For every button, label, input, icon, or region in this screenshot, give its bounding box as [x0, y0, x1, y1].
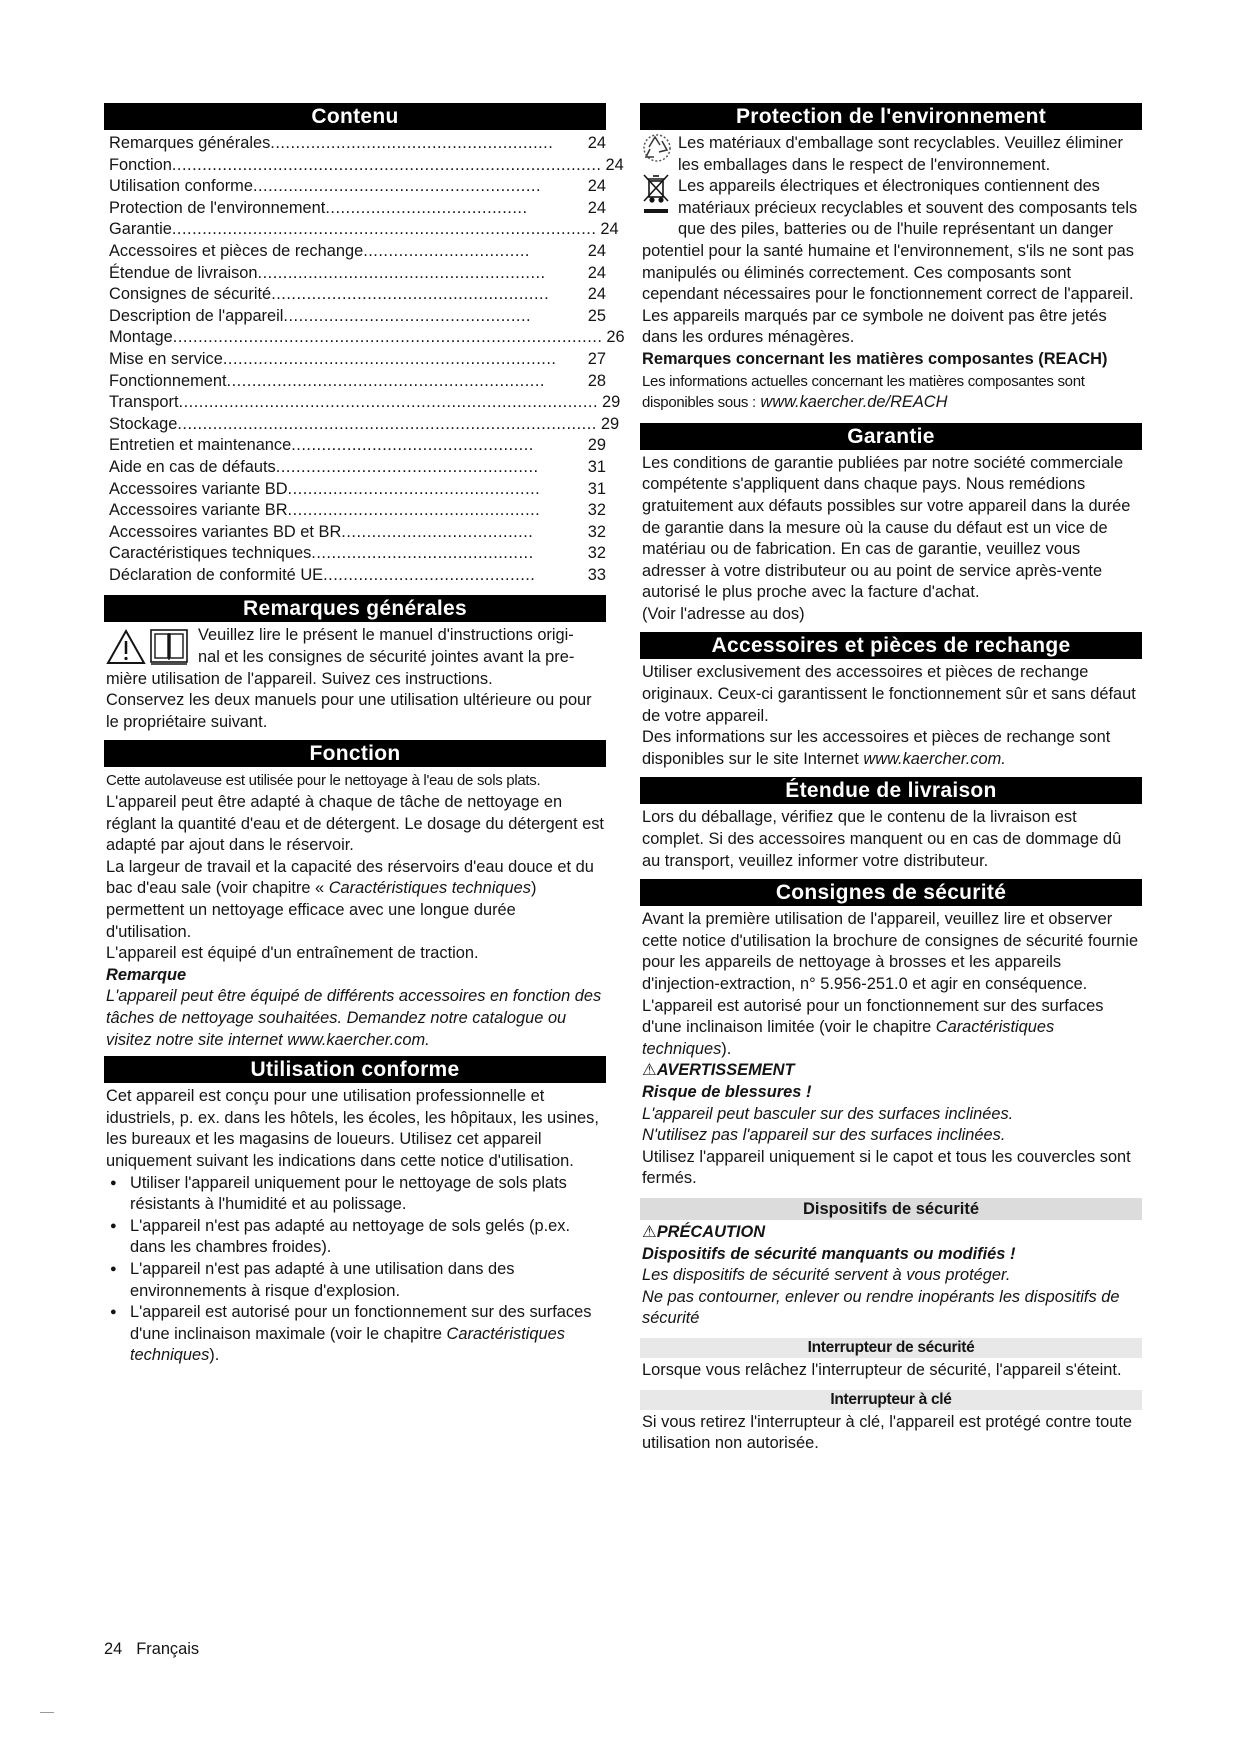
toc-entry[interactable] [109, 349, 606, 371]
environnement-p2: potentiel pour la santé humaine et l'environnement, s'ils ne sont pas manipulés ou éliminés correctement. Ces composants sont cependant nécessaires pour le fonctionnement correct de l'appareil. Les appareils marqués par ce symbole ne doivent pas être jetés dans les ordures ménagères. [642, 241, 1134, 347]
toc-page: 28 [587, 371, 606, 390]
reach-title: Remarques concernant les matières composantes (REACH) [642, 349, 1108, 368]
remarques-heading: Remarques générales [104, 595, 606, 622]
toc-entry[interactable] [109, 479, 606, 501]
page-footer [104, 1639, 213, 1661]
caution-sub: Dispositifs de sécurité manquants ou modifiés ! [642, 1244, 1016, 1263]
etendue-p1: Lors du déballage, vérifiez que le contenu de la livraison est complet. Si des accessoires manquent ou en cas de dommage dû au transport, veuillez informer votre distributeur. [642, 808, 1122, 870]
toc-title: Consignes de sécurité [109, 285, 272, 304]
environnement-heading: Protection de l'environnement [640, 103, 1142, 130]
recycling-icon [644, 135, 670, 161]
accessoires-p2: Des informations sur les accessoires et pièces de rechange sont disponibles sur le site Internet www.kaercher.com. [642, 728, 1111, 768]
toc-entry[interactable] [109, 263, 606, 285]
environnement-p1: Les matériaux d'emballage sont recyclables. Veuillez éliminer les emballages dans le respect de l'environnement. [678, 134, 1123, 174]
toc-title: Fonction [109, 155, 172, 174]
toc-entry[interactable] [109, 198, 606, 220]
toc-title: Accessoires et pièces de rechange [109, 241, 364, 260]
toc-page: 24 [587, 177, 606, 196]
toc-entry[interactable] [109, 500, 606, 522]
contenu-heading: Contenu [104, 103, 606, 130]
toc-leader: ................................................................................... [177, 414, 597, 433]
toc-entry[interactable] [109, 392, 621, 414]
toc-page: 32 [587, 544, 606, 563]
toc-leader: ...................................... [341, 522, 534, 541]
warning-triangle-icon [104, 627, 196, 667]
list-item: ● L'appareil n'est pas adapté à une utilisation dans des environnements à risque d'explosion. [104, 1259, 606, 1302]
toc-entry[interactable] [109, 155, 624, 177]
toc-entry[interactable] [109, 522, 606, 544]
kaercher-link[interactable]: www.kaercher.com. [863, 749, 1006, 768]
warning-risk: Risque de blessures ! [642, 1082, 812, 1101]
toc-page: 27 [587, 349, 606, 368]
toc-leader: .......................................... [323, 565, 536, 584]
remarques-intro [104, 625, 606, 668]
toc-leader: ......................................................... [252, 177, 542, 196]
toc-page: 24 [605, 155, 624, 174]
toc-leader: ........................................ [325, 198, 528, 217]
toc-title: Transport [109, 393, 179, 412]
toc-leader: ................................................................................... [178, 393, 599, 412]
reach-link[interactable]: www.kaercher.de/REACH [760, 393, 948, 412]
toc-title: Accessoires variantes BD et BR [109, 522, 342, 541]
fonction-p1: Cette autolaveuse est utilisée pour le nettoyage à l'eau de sols plats. [106, 772, 541, 790]
warning-line1: L'appareil peut basculer sur des surfaces inclinées. [642, 1104, 1014, 1123]
cle-text: Si vous retirez l'interrupteur à clé, l'appareil est protégé contre toute utilisation non autorisée. [642, 1412, 1133, 1453]
toc-entry[interactable] [109, 414, 620, 436]
toc-leader: ..................................................................................... [171, 155, 602, 174]
consignes-p2: L'appareil est autorisé pour un fonctionnement sur des surfaces d'une inclinaison limitée (voir le chapitre Caractéristiques techniques). [642, 996, 1104, 1058]
toc-leader: ........................................................ [270, 134, 554, 152]
toc-page: 29 [587, 436, 606, 455]
remarques-para2: Conservez les deux manuels pour une utilisation ultérieure ou pour le propriétaire suivant. [106, 691, 592, 731]
toc-entry[interactable] [109, 133, 606, 155]
toc-leader: .................................................................................... [171, 220, 597, 239]
toc-leader: ............................................ [311, 544, 534, 563]
toc-title: Remarques générales [109, 134, 271, 152]
toc-leader: .................................................................. [222, 349, 557, 368]
toc-page: 32 [587, 501, 606, 520]
list-item: ● L'appareil est autorisé pour un fonctionnement sur des surfaces d'une inclinaison maximale (voir le chapitre Caractéristiques techniques). [104, 1302, 606, 1367]
consignes-heading: Consignes de sécurité [640, 879, 1142, 906]
toc-entry[interactable] [109, 457, 606, 479]
page-number: 24 [104, 1640, 123, 1658]
toc-title: Montage [109, 328, 173, 347]
toc-page: 24 [587, 263, 606, 282]
list-item: ● Utiliser l'appareil uniquement pour le nettoyage de sols plats résistants à l'humidité et au polissage. [104, 1173, 606, 1216]
warning-line2: N'utilisez pas l'appareil sur des surfaces inclinées. [642, 1126, 1006, 1145]
toc-entry[interactable] [109, 565, 606, 587]
underline-bar-icon [644, 209, 668, 213]
caution-line1: Les dispositifs de sécurité servent à vous protéger. [642, 1266, 1011, 1285]
garantie-p1: Les conditions de garantie publiées par notre société commerciale compétente s'appliquent dans chaque pays. Nous remédions gratuitement aux défauts possibles sur votre appareil dans la durée de garantie dans la mesure où la cause du défaut est un vice de matériau ou de fabrication. En cas de garantie, veuillez vous adresser à votre distributeur ou au point de service après-vente autorisé le plus proche avec la facture d'achat. [642, 453, 1131, 602]
toc-page: 26 [606, 328, 625, 347]
environnement-block [640, 133, 1142, 241]
toc-leader: ................................................ [291, 436, 534, 455]
fonction-note-text: L'appareil peut être équipé de différents accessoires en fonction des tâches de nettoyage souhaitées. Demandez notre catalogue ou visitez notre site internet www.kaercher.com. [106, 987, 602, 1049]
reach-text: Les informations actuelles concernant les matières composantes sont disponibles sous : www.kaercher.de/REACH [642, 372, 1085, 412]
caution-title: ⚠PRÉCAUTION [642, 1222, 766, 1241]
cle-heading: Interrupteur à clé [640, 1390, 1142, 1410]
environnement-icons [640, 133, 676, 241]
toc-entry[interactable] [109, 435, 606, 457]
interrupteur-text: Lorsque vous relâchez l'interrupteur de sécurité, l'appareil s'éteint. [642, 1360, 1122, 1379]
utilisation-intro: Cet appareil est conçu pour une utilisation professionnelle et idustriels, p. ex. dans les hôtels, les écoles, les hôpitaux, les usines, les bureaux et les magasins de loueurs. Utilisez cet appareil uniquement suivant les indications dans cette notice d'utilisation. [106, 1087, 599, 1170]
toc-page: 24 [587, 285, 606, 304]
warning-line3: Utilisez l'appareil uniquement si le capot et tous les couvercles sont fermés. [642, 1147, 1131, 1188]
toc-leader: .................................................... [275, 457, 539, 476]
toc-page: 25 [587, 306, 606, 325]
fonction-note-title: Remarque [106, 965, 187, 984]
toc-page: 24 [587, 241, 606, 260]
caution-line2: Ne pas contourner, enlever ou rendre inopérants les dispositifs de sécurité [642, 1287, 1120, 1328]
toc-entry[interactable] [109, 543, 606, 565]
toc-title: Caractéristiques techniques [109, 544, 312, 563]
toc-leader: .................................................. [287, 501, 541, 520]
table-of-contents [104, 133, 625, 586]
toc-title: Stockage [109, 414, 178, 433]
toc-title: Aide en cas de défauts [109, 457, 276, 476]
toc-leader: ............................................................... [226, 371, 545, 390]
right-column [640, 103, 1142, 1455]
remarques-line3: mière utilisation de l'appareil. Suivez ces instructions. [106, 669, 493, 688]
toc-title: Protection de l'environnement [109, 198, 326, 217]
toc-title: Description de l'appareil [109, 306, 284, 325]
toc-entry[interactable] [109, 284, 606, 306]
toc-page: 29 [600, 414, 620, 433]
remarques-line1: Veuillez lire le présent le manuel d'instructions origi- [198, 626, 574, 645]
toc-entry[interactable] [109, 241, 606, 263]
garantie-heading: Garantie [640, 423, 1142, 450]
utilisation-list [104, 1173, 606, 1367]
remarques-line2: nal et les consignes de sécurité jointes avant la pre- [198, 648, 575, 667]
utilisation-heading: Utilisation conforme [104, 1056, 606, 1083]
etendue-heading: Étendue de livraison [640, 777, 1142, 804]
toc-leader: ................................. [363, 241, 530, 260]
toc-title: Accessoires variante BD [109, 479, 288, 498]
toc-page: 33 [587, 565, 606, 584]
toc-title: Entretien et maintenance [109, 436, 292, 455]
toc-leader: .................................................. [287, 479, 541, 498]
dispositifs-heading: Dispositifs de sécurité [640, 1198, 1142, 1220]
toc-page: 24 [587, 134, 606, 152]
list-item: ● L'appareil n'est pas adapté au nettoyage de sols gelés (p.ex. dans les chambres froides). [104, 1216, 606, 1259]
interrupteur-heading: Interrupteur de sécurité [640, 1338, 1142, 1358]
toc-entry[interactable] [109, 176, 606, 198]
accessoires-heading: Accessoires et pièces de rechange [640, 632, 1142, 659]
crop-mark [40, 1712, 54, 1713]
toc-entry[interactable] [109, 306, 606, 328]
toc-page: 31 [587, 479, 606, 498]
toc-title: Déclaration de conformité UE [109, 565, 324, 584]
toc-entry[interactable] [109, 327, 625, 349]
warning-book-icons [104, 625, 196, 668]
manual-book-icon [151, 630, 187, 664]
toc-title: Accessoires variante BR [109, 501, 288, 520]
fonction-heading: Fonction [104, 740, 606, 767]
toc-entry[interactable] [109, 219, 619, 241]
toc-page: 31 [587, 457, 606, 476]
environnement-p2-start: Les appareils électriques et électroniques contiennent des matériaux précieux recyclables et souvent des composants tels que des piles, batteries ou de l'huile représentant un danger [678, 177, 1138, 239]
language-label: Français [136, 1640, 200, 1658]
consignes-p1: Avant la première utilisation de l'appareil, veuillez lire et observer cette notice d'utilisation la brochure de consignes de sécurité fournie pour les appareils de nettoyage à brosses et les appareils d'injection-extraction, n° 5.956-251.0 et agir en conséquence. [642, 910, 1139, 994]
crossed-bin-icon [644, 175, 668, 202]
toc-title: Garantie [109, 220, 172, 239]
toc-title: Mise en service [109, 349, 223, 368]
warning-title: ⚠AVERTISSEMENT [642, 1061, 795, 1080]
toc-leader: ......................................................... [257, 263, 546, 282]
toc-leader: ..................................................................................... [172, 328, 603, 347]
accessoires-p1: Utiliser exclusivement des accessoires et pièces de rechange originaux. Ceux-ci garantissent le fonctionnement sûr et sans défaut de votre appareil. [642, 663, 1136, 725]
garantie-p2: (Voir l'adresse au dos) [642, 604, 805, 623]
toc-page: 32 [587, 522, 606, 541]
fonction-p2: L'appareil peut être adapté à chaque de tâche de nettoyage en réglant la quantité d'eau et de détergent. Le dosage du détergent est adapté par ajout dans le réservoir. [106, 793, 604, 855]
toc-entry[interactable] [109, 371, 606, 393]
toc-leader: ....................................................... [271, 285, 550, 304]
fonction-p3: La largeur de travail et la capacité des réservoirs d'eau douce et du bac d'eau sale (voir chapitre « Caractéristiques techniques) permettent un nettoyage efficace avec une longue durée d'utilisation. [106, 857, 594, 941]
toc-page: 29 [602, 393, 621, 412]
toc-title: Fonctionnement [109, 371, 227, 390]
toc-title: Utilisation conforme [109, 177, 253, 196]
toc-leader: ................................................. [283, 306, 532, 325]
fonction-p4: L'appareil est équipé d'un entraînement de traction. [106, 944, 479, 963]
toc-page: 24 [600, 220, 619, 239]
toc-title: Étendue de livraison [109, 263, 258, 282]
toc-page: 24 [587, 198, 606, 217]
left-column [104, 103, 625, 1367]
